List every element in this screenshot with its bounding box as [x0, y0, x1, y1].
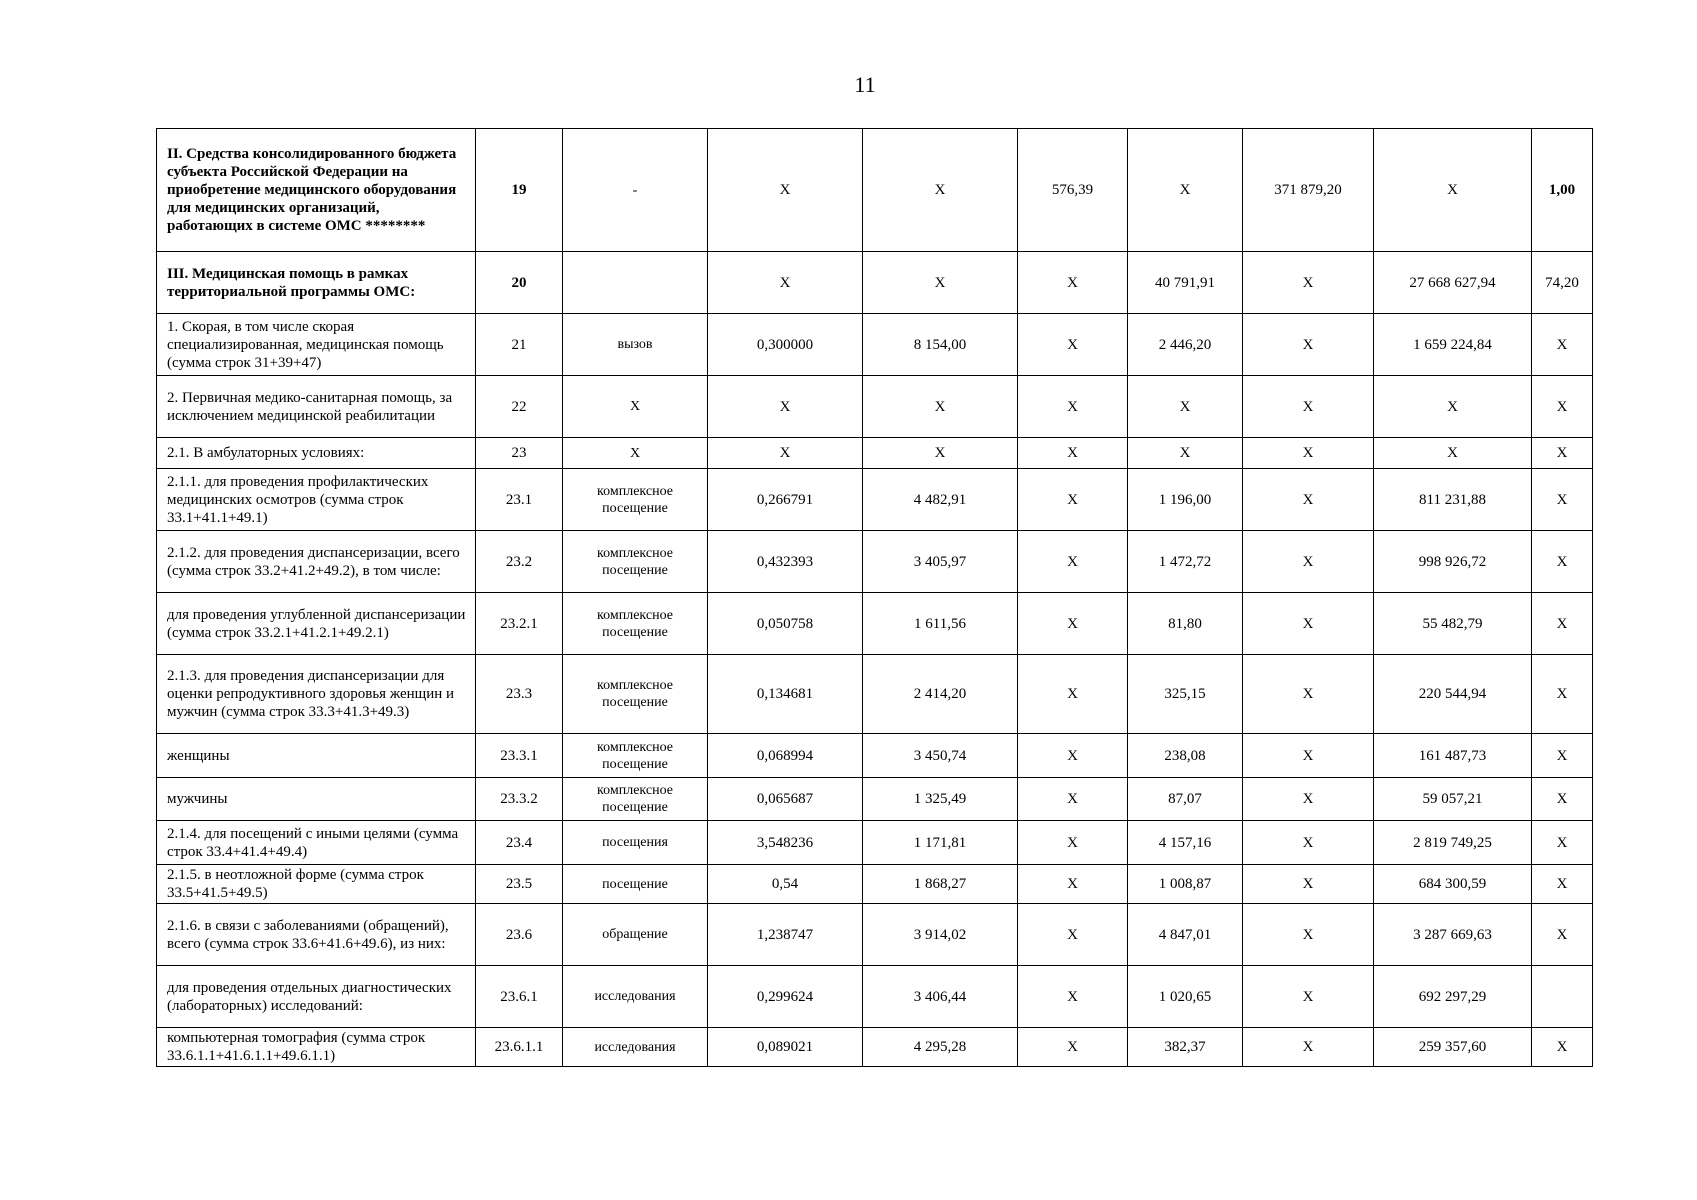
row-norm-cost: 1 171,81: [863, 821, 1018, 865]
row-norm-volume: Х: [708, 438, 863, 469]
row-norm-cost: 2 414,20: [863, 655, 1018, 734]
row-line: 23.6.1.1: [476, 1028, 563, 1067]
row-per-capita-oms: 2 446,20: [1128, 314, 1243, 376]
row-percent: Х: [1532, 593, 1593, 655]
row-norm-volume: 0,432393: [708, 531, 863, 593]
table-row: [157, 531, 1593, 593]
row-norm-cost: 1 325,49: [863, 778, 1018, 821]
table-row: [157, 821, 1593, 865]
row-cost-oms: 259 357,60: [1374, 1028, 1532, 1067]
row-per-capita-oms: 40 791,91: [1128, 252, 1243, 314]
row-percent: Х: [1532, 904, 1593, 966]
program-table: [156, 128, 1593, 1067]
row-cost-budget: Х: [1243, 593, 1374, 655]
row-name: компьютерная томография (сумма строк 33.6.1.1+41.6.1.1+49.6.1.1): [157, 1028, 476, 1067]
table-row: [157, 469, 1593, 531]
row-cost-oms: Х: [1374, 438, 1532, 469]
row-line: 23.6.1: [476, 966, 563, 1028]
table-row: [157, 778, 1593, 821]
row-cost-budget: Х: [1243, 655, 1374, 734]
row-norm-volume: Х: [708, 376, 863, 438]
row-cost-budget: Х: [1243, 252, 1374, 314]
row-cost-oms: 811 231,88: [1374, 469, 1532, 531]
row-unit: комплексное посещение: [563, 469, 708, 531]
row-unit: исследования: [563, 1028, 708, 1067]
row-name: 1. Скорая, в том числе скорая специализированная, медицинская помощь (сумма строк 31+39+47): [157, 314, 476, 376]
row-norm-cost: 3 450,74: [863, 734, 1018, 778]
row-name: мужчины: [157, 778, 476, 821]
row-per-capita-oms: 1 196,00: [1128, 469, 1243, 531]
row-per-capita-oms: Х: [1128, 438, 1243, 469]
row-cost-oms: 684 300,59: [1374, 865, 1532, 904]
row-cost-budget: 371 879,20: [1243, 129, 1374, 252]
row-per-capita-budget: Х: [1018, 778, 1128, 821]
row-per-capita-budget: Х: [1018, 314, 1128, 376]
row-unit: вызов: [563, 314, 708, 376]
row-unit: комплексное посещение: [563, 531, 708, 593]
row-percent: Х: [1532, 438, 1593, 469]
row-norm-volume: Х: [708, 252, 863, 314]
row-name: 2.1. В амбулаторных условиях:: [157, 438, 476, 469]
row-name: 2.1.2. для проведения диспансеризации, всего (сумма строк 33.2+41.2+49.2), в том числе:: [157, 531, 476, 593]
row-norm-cost: 1 868,27: [863, 865, 1018, 904]
table-row: [157, 655, 1593, 734]
row-percent: 74,20: [1532, 252, 1593, 314]
row-line: 23.6: [476, 904, 563, 966]
row-norm-volume: 0,065687: [708, 778, 863, 821]
row-line: 21: [476, 314, 563, 376]
row-cost-oms: 1 659 224,84: [1374, 314, 1532, 376]
row-percent: Х: [1532, 469, 1593, 531]
row-cost-budget: Х: [1243, 821, 1374, 865]
row-per-capita-oms: 1 020,65: [1128, 966, 1243, 1028]
row-unit: исследования: [563, 966, 708, 1028]
row-per-capita-budget: Х: [1018, 904, 1128, 966]
row-norm-cost: Х: [863, 252, 1018, 314]
row-cost-oms: 3 287 669,63: [1374, 904, 1532, 966]
row-per-capita-oms: 4 157,16: [1128, 821, 1243, 865]
row-name: 2.1.4. для посещений с иными целями (сумма строк 33.4+41.4+49.4): [157, 821, 476, 865]
row-name: 2.1.3. для проведения диспансеризации для оценки репродуктивного здоровья женщин и мужчин (сумма строк 33.3+41.3+49.3): [157, 655, 476, 734]
page-number: 11: [854, 72, 876, 97]
row-unit: Х: [563, 376, 708, 438]
row-per-capita-oms: 4 847,01: [1128, 904, 1243, 966]
row-line: 23.4: [476, 821, 563, 865]
table-row: [157, 1028, 1593, 1067]
row-unit: комплексное посещение: [563, 593, 708, 655]
row-line: 23.3.2: [476, 778, 563, 821]
row-percent: Х: [1532, 376, 1593, 438]
row-per-capita-oms: 382,37: [1128, 1028, 1243, 1067]
table-row: [157, 734, 1593, 778]
row-per-capita-budget: Х: [1018, 376, 1128, 438]
row-per-capita-budget: 576,39: [1018, 129, 1128, 252]
row-line: 23.2.1: [476, 593, 563, 655]
table-row: [157, 966, 1593, 1028]
row-percent: 1,00: [1532, 129, 1593, 252]
row-cost-budget: Х: [1243, 438, 1374, 469]
row-per-capita-budget: Х: [1018, 1028, 1128, 1067]
row-norm-volume: 0,266791: [708, 469, 863, 531]
row-per-capita-oms: 81,80: [1128, 593, 1243, 655]
table-row: [157, 593, 1593, 655]
row-percent: Х: [1532, 1028, 1593, 1067]
row-per-capita-oms: 87,07: [1128, 778, 1243, 821]
row-cost-budget: Х: [1243, 531, 1374, 593]
row-per-capita-budget: Х: [1018, 593, 1128, 655]
row-name: 2. Первичная медико-санитарная помощь, за исключением медицинской реабилитации: [157, 376, 476, 438]
row-percent: Х: [1532, 531, 1593, 593]
row-per-capita-budget: Х: [1018, 966, 1128, 1028]
row-norm-cost: Х: [863, 376, 1018, 438]
row-cost-oms: 161 487,73: [1374, 734, 1532, 778]
row-cost-budget: Х: [1243, 778, 1374, 821]
row-norm-volume: 0,068994: [708, 734, 863, 778]
row-norm-volume: 0,089021: [708, 1028, 863, 1067]
row-cost-budget: Х: [1243, 904, 1374, 966]
row-name: III. Медицинская помощь в рамках территориальной программы ОМС:: [157, 252, 476, 314]
row-norm-cost: 3 914,02: [863, 904, 1018, 966]
row-per-capita-oms: Х: [1128, 129, 1243, 252]
row-line: 23.3: [476, 655, 563, 734]
row-line: 19: [476, 129, 563, 252]
row-cost-budget: Х: [1243, 314, 1374, 376]
row-line: 23.5: [476, 865, 563, 904]
row-per-capita-budget: Х: [1018, 865, 1128, 904]
table-row: [157, 376, 1593, 438]
row-unit: Х: [563, 438, 708, 469]
row-percent: Х: [1532, 821, 1593, 865]
row-norm-volume: 1,238747: [708, 904, 863, 966]
row-percent: [1532, 966, 1593, 1028]
row-percent: Х: [1532, 655, 1593, 734]
row-unit: комплексное посещение: [563, 778, 708, 821]
row-cost-oms: 220 544,94: [1374, 655, 1532, 734]
table-row: [157, 865, 1593, 904]
row-cost-budget: Х: [1243, 865, 1374, 904]
row-name: для проведения углубленной диспансеризации (сумма строк 33.2.1+41.2.1+49.2.1): [157, 593, 476, 655]
row-norm-cost: Х: [863, 129, 1018, 252]
row-per-capita-budget: Х: [1018, 469, 1128, 531]
row-name: 2.1.5. в неотложной форме (сумма строк 33.5+41.5+49.5): [157, 865, 476, 904]
row-norm-cost: 1 611,56: [863, 593, 1018, 655]
row-unit: обращение: [563, 904, 708, 966]
row-percent: Х: [1532, 865, 1593, 904]
row-norm-volume: 0,299624: [708, 966, 863, 1028]
table-row: [157, 904, 1593, 966]
row-cost-oms: 2 819 749,25: [1374, 821, 1532, 865]
row-per-capita-budget: Х: [1018, 821, 1128, 865]
row-line: 23: [476, 438, 563, 469]
row-norm-cost: 3 406,44: [863, 966, 1018, 1028]
row-percent: Х: [1532, 734, 1593, 778]
row-line: 23.2: [476, 531, 563, 593]
row-cost-budget: Х: [1243, 966, 1374, 1028]
row-cost-budget: Х: [1243, 1028, 1374, 1067]
row-unit: -: [563, 129, 708, 252]
row-per-capita-oms: Х: [1128, 376, 1243, 438]
row-name: для проведения отдельных диагностических (лабораторных) исследований:: [157, 966, 476, 1028]
row-cost-oms: 692 297,29: [1374, 966, 1532, 1028]
row-name: 2.1.6. в связи с заболеваниями (обращений), всего (сумма строк 33.6+41.6+49.6), из них:: [157, 904, 476, 966]
table-row: [157, 314, 1593, 376]
row-cost-oms: 59 057,21: [1374, 778, 1532, 821]
row-unit: [563, 252, 708, 314]
row-norm-cost: 4 482,91: [863, 469, 1018, 531]
table-row: [157, 438, 1593, 469]
row-norm-volume: 0,050758: [708, 593, 863, 655]
row-name: 2.1.1. для проведения профилактических медицинских осмотров (сумма строк 33.1+41.1+49.1): [157, 469, 476, 531]
row-per-capita-budget: Х: [1018, 252, 1128, 314]
row-norm-volume: 0,134681: [708, 655, 863, 734]
row-cost-oms: 55 482,79: [1374, 593, 1532, 655]
row-norm-cost: Х: [863, 438, 1018, 469]
row-cost-oms: Х: [1374, 376, 1532, 438]
row-per-capita-budget: Х: [1018, 531, 1128, 593]
row-norm-volume: Х: [708, 129, 863, 252]
row-norm-cost: 3 405,97: [863, 531, 1018, 593]
row-name: женщины: [157, 734, 476, 778]
row-per-capita-budget: Х: [1018, 655, 1128, 734]
table-row: [157, 129, 1593, 252]
row-unit: посещение: [563, 865, 708, 904]
row-line: 23.1: [476, 469, 563, 531]
row-percent: Х: [1532, 778, 1593, 821]
row-name: II. Средства консолидированного бюджета субъекта Российской Федерации на приобретение медицинского оборудования для медицинских организаций, работающих в системе ОМС ********: [157, 129, 476, 252]
row-line: 22: [476, 376, 563, 438]
row-unit: комплексное посещение: [563, 734, 708, 778]
row-cost-oms: Х: [1374, 129, 1532, 252]
row-percent: Х: [1532, 314, 1593, 376]
row-cost-oms: 27 668 627,94: [1374, 252, 1532, 314]
row-norm-volume: 0,300000: [708, 314, 863, 376]
row-line: 20: [476, 252, 563, 314]
row-norm-volume: 3,548236: [708, 821, 863, 865]
row-cost-budget: Х: [1243, 376, 1374, 438]
row-cost-budget: Х: [1243, 469, 1374, 531]
row-per-capita-budget: Х: [1018, 438, 1128, 469]
row-unit: посещения: [563, 821, 708, 865]
row-norm-cost: 4 295,28: [863, 1028, 1018, 1067]
row-norm-cost: 8 154,00: [863, 314, 1018, 376]
row-per-capita-oms: 325,15: [1128, 655, 1243, 734]
table-row: [157, 252, 1593, 314]
row-per-capita-budget: Х: [1018, 734, 1128, 778]
row-per-capita-oms: 1 008,87: [1128, 865, 1243, 904]
row-per-capita-oms: 1 472,72: [1128, 531, 1243, 593]
row-per-capita-oms: 238,08: [1128, 734, 1243, 778]
row-line: 23.3.1: [476, 734, 563, 778]
row-unit: комплексное посещение: [563, 655, 708, 734]
row-norm-volume: 0,54: [708, 865, 863, 904]
row-cost-budget: Х: [1243, 734, 1374, 778]
row-cost-oms: 998 926,72: [1374, 531, 1532, 593]
